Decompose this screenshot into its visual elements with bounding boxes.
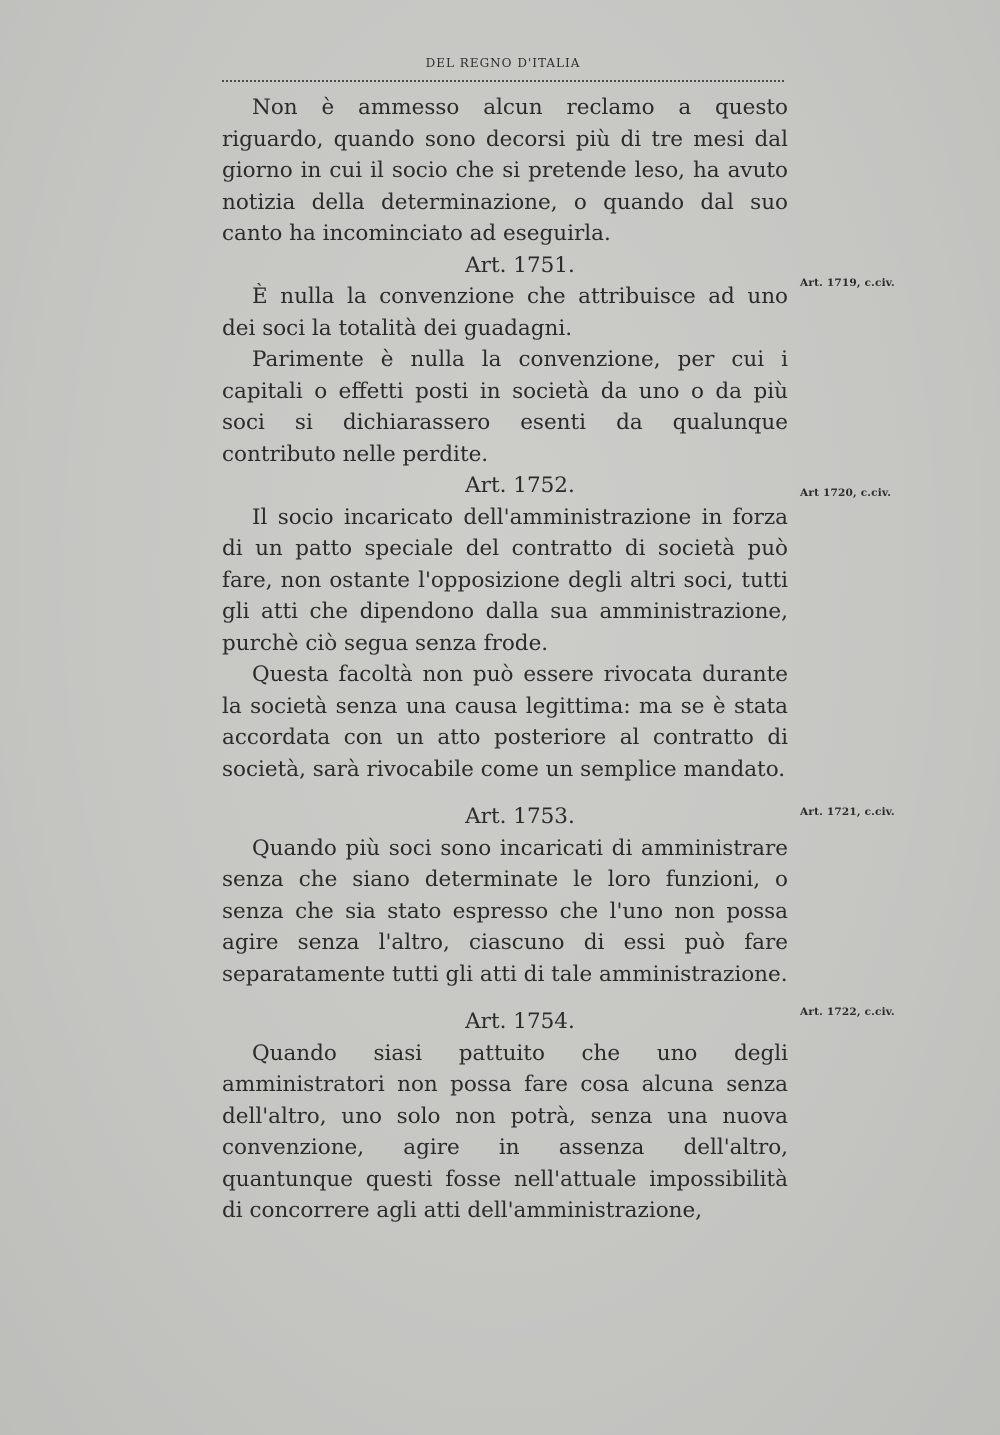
article-heading: Art. 1752. (465, 473, 575, 498)
paragraph: Quando siasi pattuito che uno degli amministratori non possa fare cosa alcuna senza dell'altro, uno solo non potrà, senza una nuova convenzione, agire in assenza dell'altro, quantunque questi fosse nell'attuale impossibilità di concorrere agli atti dell'amministrazione, (222, 1040, 788, 1223)
margin-note: Art. 1721, c.civ. (800, 806, 895, 818)
article-heading: Art. 1751. (465, 252, 575, 278)
margin-note: Art 1720, c.civ. (800, 487, 892, 499)
paragraph: Quando più soci sono incaricati di amministrare senza che siano determinate le loro funzioni, o senza che sia stato espresso che l'uno non possa agire senza l'altro, ciascuno di essi può fare separatamente tutti gli atti di tale amministrazione. (222, 835, 788, 987)
paragraph: Non è ammesso alcun reclamo a questo riguardo, quando sono decorsi più di tre mesi dal giorno in cui il socio che si pretende leso, ha avuto notizia della determinazione, o quando dal suo canto ha incominciato ad eseguirla. (222, 95, 788, 246)
header-rule (222, 80, 784, 82)
running-head: DEL REGNO D'ITALIA (425, 56, 581, 70)
paragraph: Il socio incaricato dell'amministrazione in forza di un patto speciale del contratto di società può fare, non ostante l'opposizione degli altri soci, tutti gli atti che dipendono dalla sua amministrazione, purchè ciò segua senza frode. (222, 504, 788, 656)
paragraph: Questa facoltà non può essere rivocata durante la società senza una causa legittima: ma se è stata accordata con un atto posteriore al contratto di società, sarà rivocabile come un semplice mandato. (222, 662, 788, 782)
body-text (222, 92, 788, 1227)
margin-note: Art. 1719, c.civ. (800, 277, 895, 289)
paragraph: Parimente è nulla la convenzione, per cui i capitali o effetti posti in società da uno o da più soci si dichiarassero esenti da qualunque contributo nelle perdite. (222, 347, 788, 467)
margin-note: Art. 1722, c.civ. (800, 1006, 895, 1018)
article-heading: Art. 1754. (465, 1009, 575, 1034)
article-heading: Art. 1753. (465, 804, 575, 829)
paragraph: È nulla la convenzione che attribuisce ad uno dei soci la totalità dei guadagni. (222, 284, 788, 341)
